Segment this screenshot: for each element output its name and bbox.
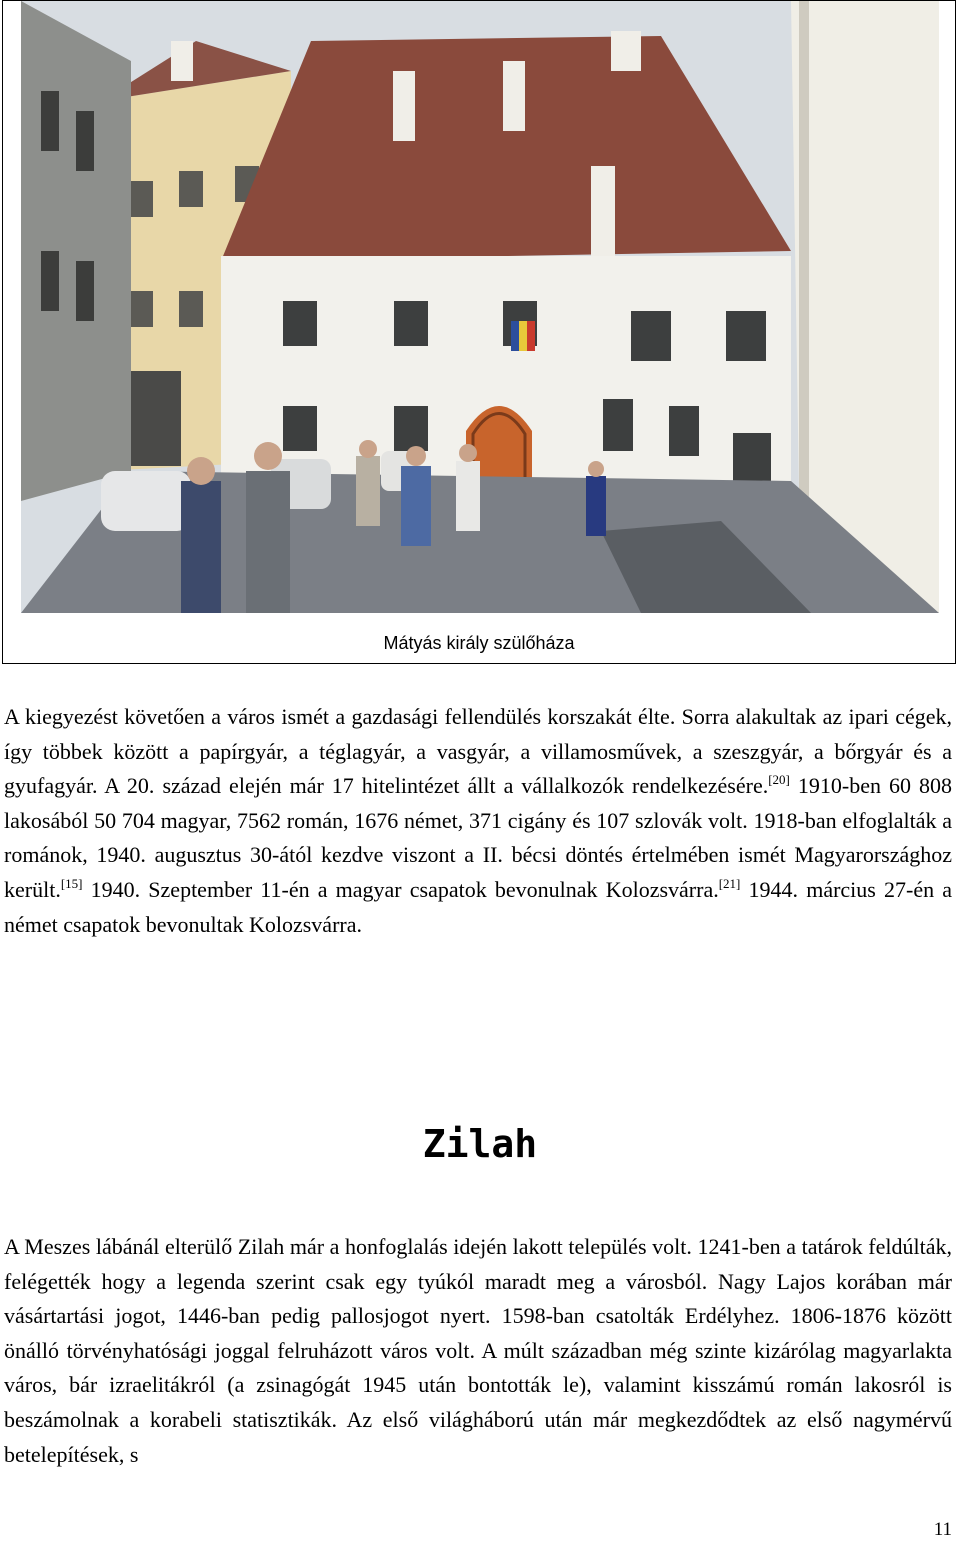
figure-frame [2, 0, 956, 664]
figure-caption: Mátyás király szülőháza [383, 633, 575, 653]
paragraph-history [4, 700, 952, 942]
footnote-ref[interactable]: [20] [768, 772, 790, 788]
footnote-ref[interactable]: [15] [60, 875, 83, 891]
section-heading: Zilah [422, 1122, 538, 1166]
paragraph-text: 1944. március 27-én a német csapatok bevonultak Kolozsvárra. [4, 876, 953, 937]
paragraph-text: A kiegyezést követően a város ismét a gazdasági fellendülés korszakát élte. Sorra alakultak az ipari cégek, így többek között a papírgyár, a téglagyár, a vasgyár, a villamosművek, a szeszgyár, a bőrgyár és a gyufagyár. A 20. század elején már 17 hitelintézet állt a vállalkozók rendelkezésére. [4, 704, 952, 799]
paragraph-zilah: A Meszes lábánál elterülő Zilah már a honfoglalás idején lakott település volt. 1241-ben a tatárok feldúlták, felégették hogy a legenda szerint csak egy tyúkól maradt meg a városból. Nagy Lajos korában már vásártartási jogot, 1446-ban pedig pallosjogot nyert. 1598-ban csatolták Erdélyhez. 1806-1876 között önálló törvényhatósági joggal felruházott város volt. A múlt században még szinte kizárólag magyarlakta város, bár izraelitákról (a zsinagógát 1945 után bontották le), valamint kisszámú román lakosról is beszámolnak a korabeli statisztikák. Az első világháború után már megkezdődtek az első nagymérvű betelepítések, s [4, 1234, 952, 1467]
footnote-ref[interactable]: [21] [718, 875, 741, 891]
building-photo-illustration [21, 1, 939, 613]
page-number: 11 [933, 1519, 952, 1540]
historic-house-photo [21, 1, 939, 613]
paragraph-text: 1940. Szeptember 11-én a magyar csapatok bevonulnak Kolozsvárra. [82, 876, 719, 902]
paragraph-text: 1910-ben 60 808 lakosából 50 704 magyar, 7562 román, 1676 német, 371 cigány és 107 szlovák volt. 1918-ban elfoglalták a románok, 1940. augusztus 30-ától kezdve viszont a II. bécsi döntés értelmében ismét Magyarországhoz került. [4, 773, 952, 902]
